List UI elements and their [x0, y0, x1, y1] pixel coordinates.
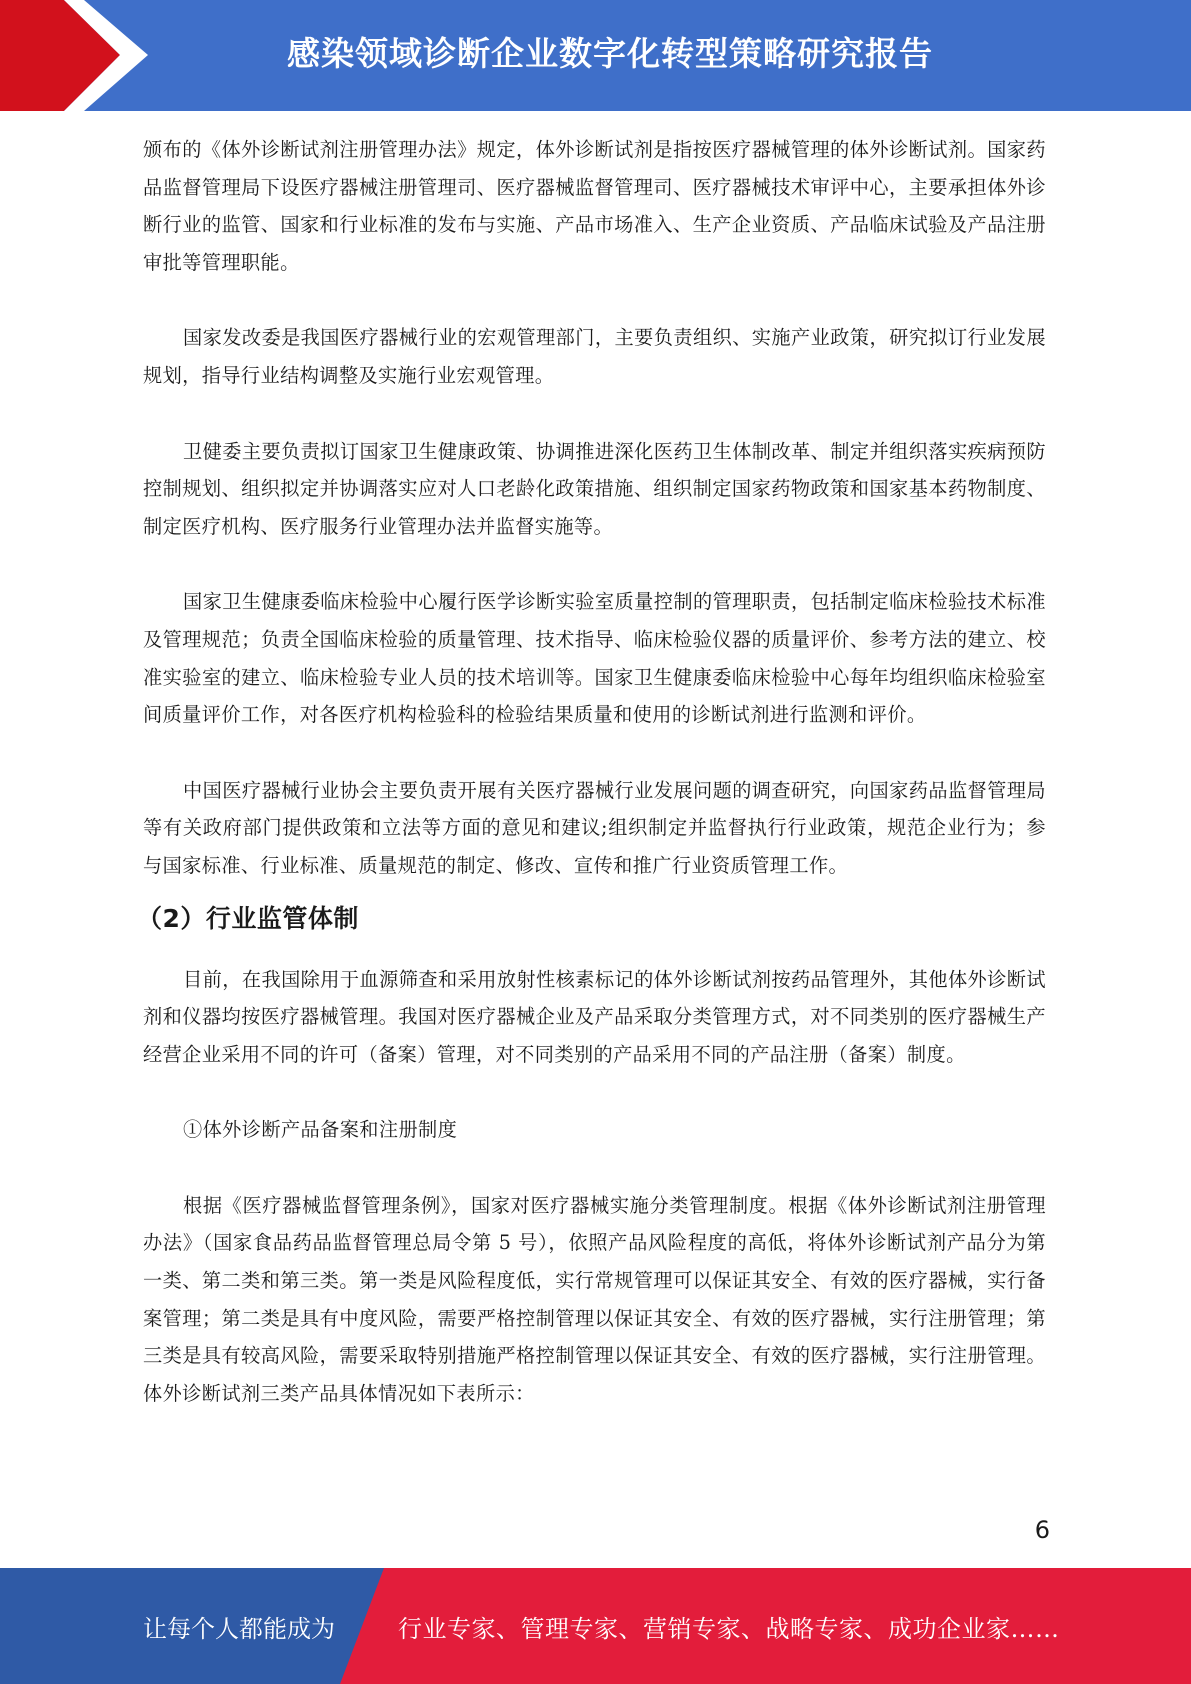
paragraph-regulatory-system: 目前，在我国除用于血源筛查和采用放射性核素标记的体外诊断试剂按药品管理外，其他体外诊断试剂和仪器均按医疗器械管理。我国对医疗器械企业及产品采取分类管理方式，对不同类别的医疗器械生产经营企业采用不同的许可（备案）管理，对不同类别的产品采用不同的产品注册（备案）制度。 [143, 967, 1046, 1066]
footer-slogan-right: 行业专家、管理专家、营销专家、战略专家、成功企业家…… [398, 1615, 1060, 1643]
footer-slogan-left: 让每个人都能成为 [143, 1615, 335, 1643]
section-heading: （2）行业监管体制 [137, 903, 359, 933]
header-arrow-decoration [0, 0, 170, 111]
page-body [137, 131, 1046, 1412]
paragraph-regulation-intro: 颁布的《体外诊断试剂注册管理办法》规定，体外诊断试剂是指按医疗器械管理的体外诊断试剂。国家药品监督管理局下设医疗器械注册管理司、医疗器械监督管理司、医疗器械技术审评中心，主要承担体外诊断行业的监管、国家和行业标准的发布与实施、产品市场准入、生产企业资质、产品临床试验及产品注册审批等管理职能。 [143, 138, 1046, 274]
paragraph-ndrc: 国家发改委是我国医疗器械行业的宏观管理部门，主要负责组织、实施产业政策，研究拟订行业发展规划，指导行业结构调整及实施行业宏观管理。 [143, 326, 1046, 387]
page-header [0, 0, 1191, 111]
paragraph-registration-classes: 根据《医疗器械监督管理条例》，国家对医疗器械实施分类管理制度。根据《体外诊断试剂注册管理办法》（国家食品药品监督管理总局令第 5 号），依照产品风险程度的高低，将体外诊断试剂产品分为第一类、第二类和第三类。第一类是风险程度低，实行常规管理可以保证其安全、有效的医疗器械，实行备案管理；第二类是具有中度风险，需要严格控制管理以保证其安全、有效的医疗器械，实行注册管理；第三类是具有较高风险，需要采取特别措施严格控制管理以保证其安全、有效的医疗器械，实行注册管理。体外诊断试剂三类产品具体情况如下表所示： [143, 1193, 1046, 1405]
paragraph-health-commission: 卫健委主要负责拟订国家卫生健康政策、协调推进深化医药卫生体制改革、制定并组织落实疾病预防控制规划、组织拟定并协调落实应对人口老龄化政策措施、组织制定国家药物政策和国家基本药物制度、制定医疗机构、医疗服务行业管理办法并监督实施等。 [143, 439, 1046, 538]
page-number: 6 [1034, 1516, 1050, 1544]
page-footer [0, 1568, 1191, 1684]
sub-item-heading: ①体外诊断产品备案和注册制度 [183, 1118, 458, 1142]
paragraph-device-association: 中国医疗器械行业协会主要负责开展有关医疗器械行业发展问题的调查研究，向国家药品监督管理局等有关政府部门提供政策和立法等方面的意见和建议;组织制定并监督执行行业政策，规范企业行为；参与国家标准、行业标准、质量规范的制定、修改、宣传和推广行业资质管理工作。 [143, 778, 1046, 877]
paragraph-clinical-lab-center: 国家卫生健康委临床检验中心履行医学诊断实验室质量控制的管理职责，包括制定临床检验技术标准及管理规范；负责全国临床检验的质量管理、技术指导、临床检验仪器的质量评价、参考方法的建立、校准实验室的建立、临床检验专业人员的技术培训等。国家卫生健康委临床检验中心每年均组织临床检验室间质量评价工作，对各医疗机构检验科的检验结果质量和使用的诊断试剂进行监测和评价。 [143, 590, 1046, 727]
report-title: 感染领域诊断企业数字化转型策略研究报告 [287, 34, 933, 73]
